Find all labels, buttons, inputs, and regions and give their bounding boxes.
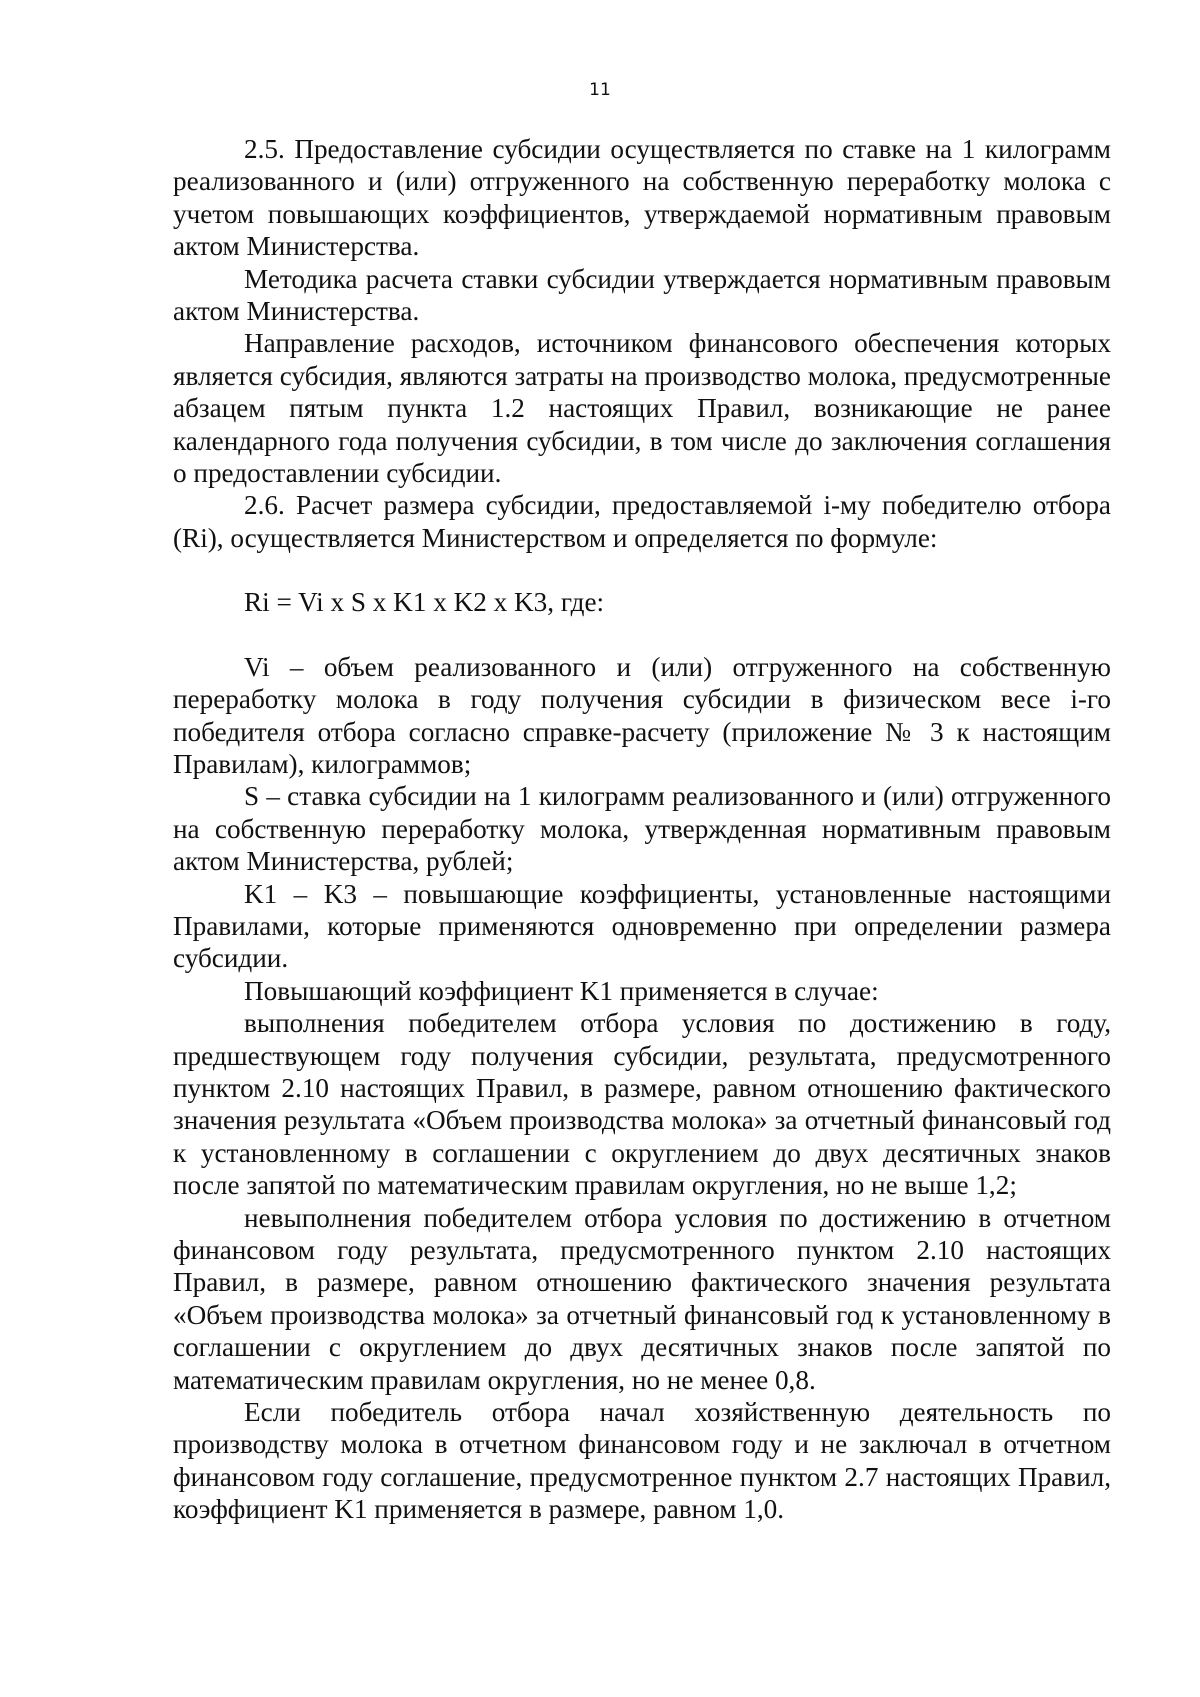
paragraph-s-definition: S – ставка субсидии на 1 килограмм реализованного и (или) отгруженного на собственную переработку молока, утвержденная нормативным правовым актом Министерства, рублей; (173, 781, 1111, 877)
paragraph-expenses: Направление расходов, источником финансового обеспечения которых является субсидия, являются затраты на производство молока, предусмотренные абзацем пятым пункта 1.2 настоящих Правил, возникающие не ранее календарного года получения субсидии, в том числе до заключения соглашения о предоставлении субсидии. (173, 328, 1111, 489)
document-body (173, 133, 1111, 1526)
paragraph-methodology: Методика расчета ставки субсидии утверждается нормативным правовым актом Министерства. (173, 263, 1111, 327)
paragraph-k1-fulfilled: выполнения победителем отбора условия по достижению в году, предшествующем году получения субсидии, результата, предусмотренного пунктом 2.10 настоящих Правил, в размере, равном отношению фактического значения результата «Объем производства молока» за отчетный финансовый год к установленному в соглашении с округлением до двух десятичных знаков после запятой по математическим правилам округления, но не выше 1,2; (173, 1008, 1111, 1201)
paragraph-k1-not-fulfilled: невыполнения победителем отбора условия по достижению в отчетном финансовом году результата, предусмотренного пунктом 2.10 настоящих Правил, в размере, равном отношению фактического значения результата «Объем производства молока» за отчетный финансовый год к установленному в соглашении с округлением до двух десятичных знаков после запятой по математическим правилам округления, но не менее 0,8. (173, 1202, 1111, 1395)
paragraph-2-5: 2.5. Предоставление субсидии осуществляется по ставке на 1 килограмм реализованного и (или) отгруженного на собственную переработку молока с учетом повышающих коэффициентов, утверждаемой нормативным правовым актом Министерства. (173, 134, 1111, 262)
paragraph-vi-definition: Vi – объем реализованного и (или) отгруженного на собственную переработку молока в году получения субсидии в физическом весе i-го победителя отбора согласно справке-расчету (приложение № 3 к настоящим Правилам), килограммов; (173, 651, 1111, 779)
paragraph-k-definition: K1 – K3 – повышающие коэффициенты, установленные настоящими Правилами, которые применяются одновременно при определении размера субсидии. (173, 878, 1111, 974)
formula: Ri = Vi x S x K1 x K2 x K3, где: (244, 587, 605, 618)
paragraph-k1-intro: Повышающий коэффициент K1 применяется в случае: (244, 975, 879, 1006)
paragraph-k1-new-business: Если победитель отбора начал хозяйственную деятельность по производству молока в отчетном финансовом году и не заключал в отчетном финансовом году соглашение, предусмотренное пунктом 2.7 настоящих Правил, коэффициент K1 применяется в размере, равном 1,0. (173, 1397, 1111, 1525)
page-number: 11 (589, 80, 611, 100)
paragraph-2-6: 2.6. Расчет размера субсидии, предоставляемой i-му победителю отбора (Ri), осуществляется Министерством и определяется по формуле: (173, 490, 1111, 553)
